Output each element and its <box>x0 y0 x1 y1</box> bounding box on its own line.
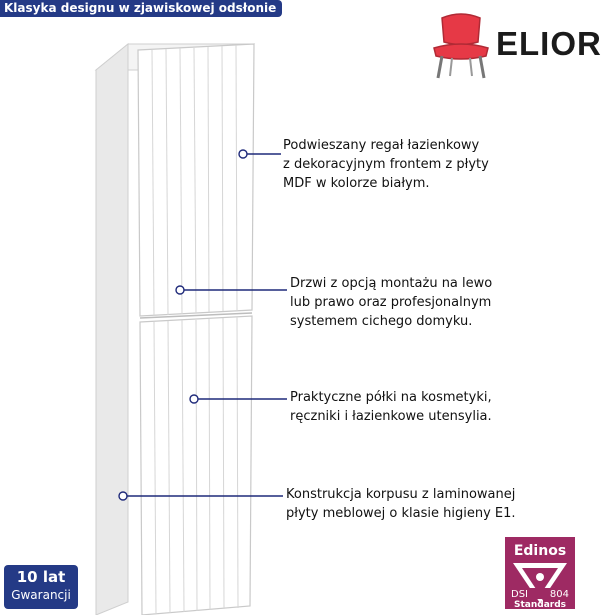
page-banner: Klasyka designu w zjawiskowej odsłonie <box>0 0 282 17</box>
guarantee-label: Gwarancji <box>11 588 71 602</box>
logo-text: ELIOR <box>496 25 602 62</box>
edinos-badge <box>505 537 575 609</box>
callout-body: Konstrukcja korpusu z laminowanej płyty meblowej o klasie higieny E1. <box>286 487 516 521</box>
elior-logo <box>428 12 602 80</box>
callout-wall-shelf: Podwieszany regał łazienkowy z dekoracyjnym frontem z płyty MDF w kolorze białym. <box>283 138 489 191</box>
person-icon <box>536 573 544 581</box>
edinos-code-right: 804 <box>549 589 569 600</box>
edinos-subtitle: Standards <box>513 600 567 610</box>
guarantee-badge <box>4 565 78 609</box>
edinos-title: Edinos <box>513 543 567 559</box>
edinos-code-left: DSI <box>511 589 528 600</box>
chair-icon <box>428 12 494 80</box>
guarantee-years: 10 lat <box>16 568 66 586</box>
callout-shelves: Praktyczne półki na kosmetyki, ręczniki i łazienkowe utensylia. <box>290 390 492 424</box>
cabinet-illustration <box>88 40 260 615</box>
callout-doors: Drzwi z opcją montażu na lewo lub prawo oraz profesjonalnym systemem cichego domyku. <box>290 276 493 329</box>
